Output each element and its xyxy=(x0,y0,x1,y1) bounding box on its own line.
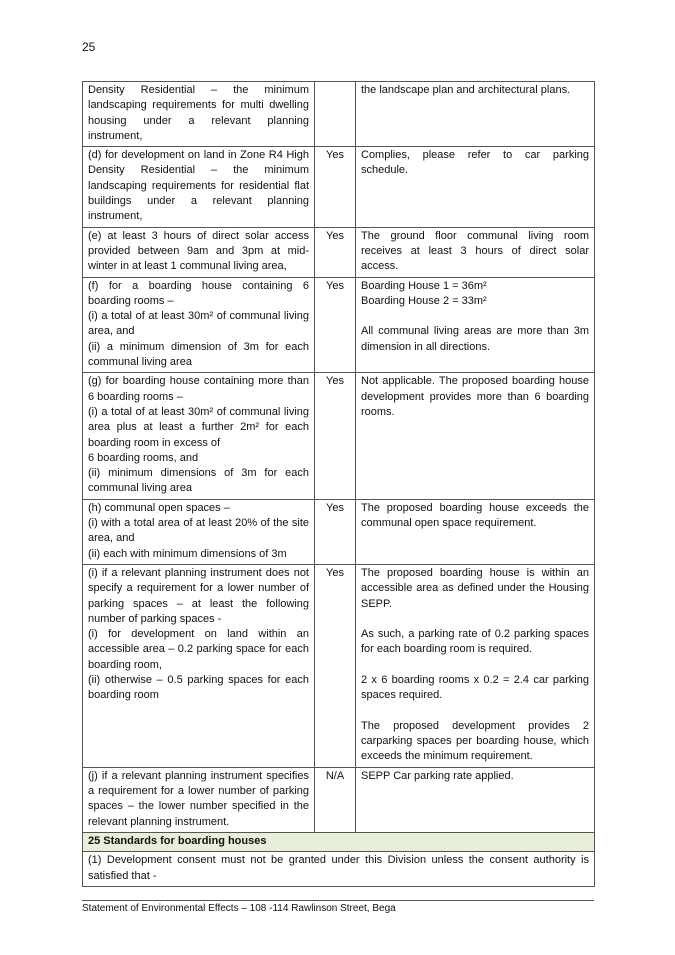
comment-cell xyxy=(356,277,595,373)
cell-line: As such, a parking rate of 0.2 parking spaces for each boarding room is required. xyxy=(361,628,589,656)
cell-line: 2 x 6 boarding rooms x 0.2 = 2.4 car parking spaces required. xyxy=(361,673,589,702)
table-row xyxy=(83,373,595,499)
comment-cell xyxy=(356,147,595,227)
cell-line: The proposed boarding house exceeds the communal open space requirement. xyxy=(361,501,589,530)
cell-line: (f) for a boarding house containing 6 boarding rooms – xyxy=(88,279,309,307)
complies-cell: N/A xyxy=(315,767,356,832)
requirement-cell xyxy=(83,564,315,767)
requirement-cell xyxy=(83,147,315,227)
complies-cell: Yes xyxy=(315,499,356,564)
table-row xyxy=(83,227,595,277)
table-row xyxy=(83,564,595,767)
cell-line: the landscape plan and architectural plans. xyxy=(361,84,571,96)
cell-line: The proposed boarding house is within an accessible area as defined under the Housing SEPP. xyxy=(361,566,589,610)
cell-line: (ii) a minimum dimension of 3m for each communal living area xyxy=(88,340,309,369)
cell-line: 6 boarding rooms, and xyxy=(88,451,199,464)
cell-line: Not applicable. The proposed boarding house development provides more than 6 boarding rooms. xyxy=(361,375,589,418)
table-row xyxy=(83,499,595,564)
footer-text: Statement of Environmental Effects – 108 -114 Rawlinson Street, Bega xyxy=(82,903,396,914)
requirement-cell xyxy=(83,499,315,564)
cell-line: The ground floor communal living room receives at least 3 hours of direct solar access. xyxy=(361,229,589,273)
requirement-cell xyxy=(83,767,315,832)
section-text-row xyxy=(83,852,595,887)
table-row xyxy=(83,147,595,227)
blank-line xyxy=(361,612,589,627)
cell-line: (i) a total of at least 30m² of communal living area, and xyxy=(88,310,309,338)
comment-cell xyxy=(356,227,595,277)
requirement-cell xyxy=(83,373,315,499)
cell-line: (h) communal open spaces – xyxy=(88,501,230,514)
cell-line: (ii) minimum dimensions of 3m for each communal living area xyxy=(88,467,309,495)
complies-cell: Yes xyxy=(315,227,356,277)
compliance-table-body xyxy=(83,82,595,887)
cell-line: (i) with a total area of at least 20% of the site area, and xyxy=(88,517,309,545)
complies-cell: Yes xyxy=(315,564,356,767)
cell-line: Complies, please refer to car parking schedule. xyxy=(361,149,589,177)
cell-line: The proposed development provides 2 carparking spaces per boarding house, which exceeds the minimum requirement. xyxy=(361,719,589,763)
cell-line: Boarding House 1 = 36m² xyxy=(361,279,487,292)
comment-cell xyxy=(356,499,595,564)
blank-line xyxy=(361,309,589,324)
cell-line: Boarding House 2 = 33m² xyxy=(361,294,487,307)
section-heading-row xyxy=(83,832,595,851)
cell-line: (ii) each with minimum dimensions of 3m xyxy=(88,547,287,560)
cell-line: (j) if a relevant planning instrument specifies a requirement for a lower number of parking spaces – the lower number specified in the relevant planning instrument. xyxy=(88,769,309,828)
requirement-cell xyxy=(83,277,315,373)
cell-line: SEPP Car parking rate applied. xyxy=(361,769,514,782)
complies-cell: Yes xyxy=(315,147,356,227)
complies-cell xyxy=(315,82,356,147)
cell-line: Density Residential – the minimum landscaping requirements for multi dwelling housing under a relevant planning instrument, xyxy=(88,84,309,142)
cell-line: (i) if a relevant planning instrument does not specify a requirement for a lower number of parking spaces – at least the following number of parking spaces - xyxy=(88,566,309,625)
complies-cell: Yes xyxy=(315,277,356,373)
page-number: 25 xyxy=(82,40,96,54)
comment-cell xyxy=(356,82,595,147)
cell-line: (i) for development on land within an accessible area – 0.2 parking space for each boarding room, xyxy=(88,628,309,671)
blank-line xyxy=(361,658,589,673)
cell-line: (e) at least 3 hours of direct solar access provided between 9am and 3pm at mid-winter in at least 1 communal living area, xyxy=(88,229,309,273)
section-text: (1) Development consent must not be granted under this Division unless the consent authority is satisfied that - xyxy=(83,852,595,887)
comment-cell xyxy=(356,564,595,767)
table-row xyxy=(83,277,595,373)
footer-rule xyxy=(82,900,594,901)
cell-line: (i) a total of at least 30m² of communal living area plus at least a further 2m² for each boarding room in excess of xyxy=(88,405,309,449)
section-heading: 25 Standards for boarding houses xyxy=(83,832,595,851)
requirement-cell xyxy=(83,82,315,147)
blank-line xyxy=(361,704,589,719)
compliance-table xyxy=(82,81,595,887)
cell-line: (d) for development on land in Zone R4 High Density Residential – the minimum landscaping requirements for residential flat buildings under a relevant planning instrument, xyxy=(88,149,309,223)
complies-cell: Yes xyxy=(315,373,356,499)
comment-cell xyxy=(356,767,595,832)
table-row xyxy=(83,767,595,832)
comment-cell xyxy=(356,373,595,499)
cell-line: (g) for boarding house containing more than 6 boarding rooms – xyxy=(88,375,309,403)
requirement-cell xyxy=(83,227,315,277)
table-row xyxy=(83,82,595,147)
cell-line: All communal living areas are more than 3m dimension in all directions. xyxy=(361,325,589,353)
cell-line: (ii) otherwise – 0.5 parking spaces for each boarding room xyxy=(88,673,309,702)
